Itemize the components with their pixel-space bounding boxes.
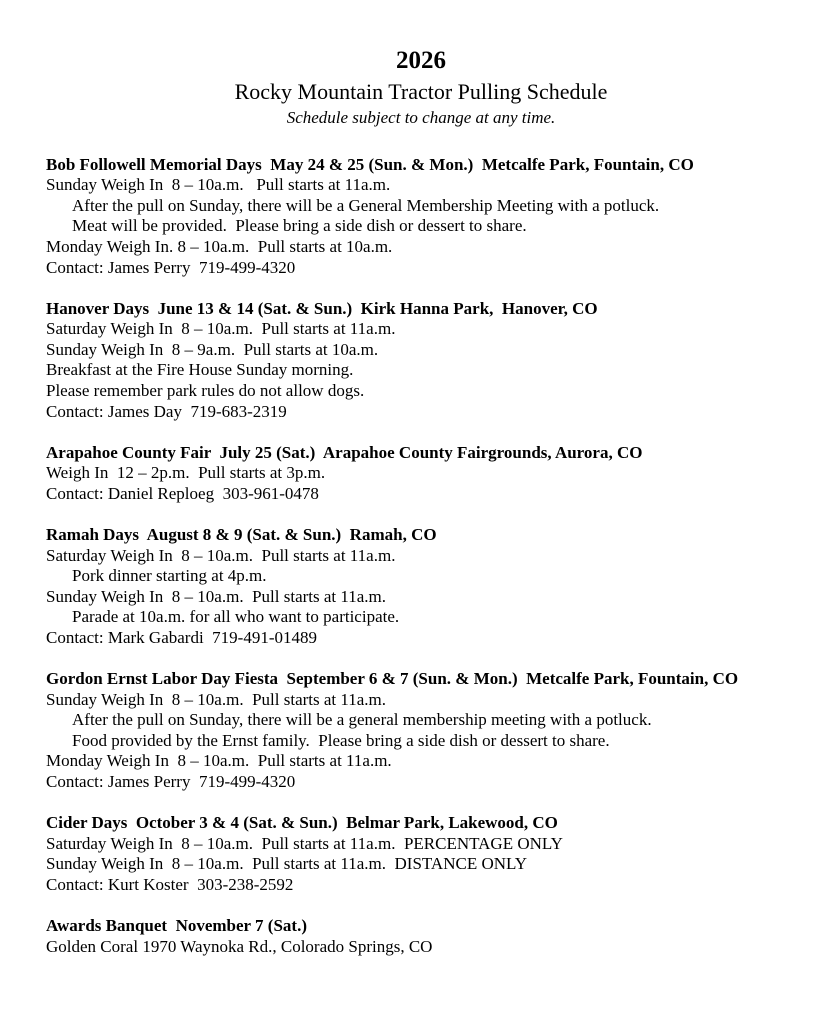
event-line: Meat will be provided. Please bring a side dish or dessert to share. xyxy=(72,216,527,236)
document-title: Rocky Mountain Tractor Pulling Schedule xyxy=(234,79,608,104)
event-block xyxy=(46,813,796,895)
event-block xyxy=(46,669,796,793)
event-line: Weigh In 12 – 2p.m. Pull starts at 3p.m. xyxy=(46,463,326,483)
event-line: Golden Coral 1970 Waynoka Rd., Colorado Springs, CO xyxy=(46,936,433,956)
event-line: Contact: James Perry 719-499-4320 xyxy=(46,257,296,277)
event-line: Sunday Weigh In 8 – 10a.m. Pull starts at 11a.m. xyxy=(46,586,387,606)
event-heading: Bob Followell Memorial Days May 24 & 25 (Sun. & Mon.) Metcalfe Park, Fountain, CO xyxy=(46,154,694,174)
event-line: After the pull on Sunday, there will be a general membership meeting with a potluck. xyxy=(72,710,652,730)
event-line: Sunday Weigh In 8 – 10a.m. Pull starts at 11a.m. xyxy=(46,689,387,709)
event-block xyxy=(46,155,796,279)
event-block xyxy=(46,443,796,505)
event-line: Contact: Kurt Koster 303-238-2592 xyxy=(46,874,294,894)
document-header xyxy=(46,46,796,129)
event-line: Sunday Weigh In 8 – 9a.m. Pull starts at 10a.m. xyxy=(46,339,379,359)
event-line: Contact: Daniel Reploeg 303-961-0478 xyxy=(46,483,319,503)
event-line: Contact: Mark Gabardi 719-491-01489 xyxy=(46,627,317,647)
event-line: Parade at 10a.m. for all who want to participate. xyxy=(72,607,400,627)
event-block xyxy=(46,299,796,423)
event-line: Saturday Weigh In 8 – 10a.m. Pull starts at 11a.m. xyxy=(46,319,396,339)
event-line: Saturday Weigh In 8 – 10a.m. Pull starts at 11a.m. PERCENTAGE ONLY xyxy=(46,833,563,853)
event-line: Please remember park rules do not allow dogs. xyxy=(46,381,365,401)
event-line: After the pull on Sunday, there will be a General Membership Meeting with a potluck. xyxy=(72,195,660,215)
event-heading: Arapahoe County Fair July 25 (Sat.) Arapahoe County Fairgrounds, Aurora, CO xyxy=(46,442,643,462)
event-line: Contact: James Day 719-683-2319 xyxy=(46,401,287,421)
event-heading: Hanover Days June 13 & 14 (Sat. & Sun.) Kirk Hanna Park, Hanover, CO xyxy=(46,298,598,318)
event-line: Food provided by the Ernst family. Please bring a side dish or dessert to share. xyxy=(72,730,610,750)
event-line: Sunday Weigh In 8 – 10a.m. Pull starts at 11a.m. DISTANCE ONLY xyxy=(46,854,527,874)
events-list xyxy=(46,155,796,958)
event-heading: Ramah Days August 8 & 9 (Sat. & Sun.) Ramah, CO xyxy=(46,525,437,544)
event-line: Monday Weigh In. 8 – 10a.m. Pull starts at 10a.m. xyxy=(46,236,393,256)
event-block xyxy=(46,916,796,957)
event-line: Saturday Weigh In 8 – 10a.m. Pull starts at 11a.m. xyxy=(46,545,396,565)
event-heading: Awards Banquet November 7 (Sat.) xyxy=(46,916,307,935)
event-line: Monday Weigh In 8 – 10a.m. Pull starts at 11a.m. xyxy=(46,751,392,771)
document-subtitle: Schedule subject to change at any time. xyxy=(286,107,556,127)
event-line: Sunday Weigh In 8 – 10a.m. Pull starts at 11a.m. xyxy=(46,175,391,195)
document-year: 2026 xyxy=(396,47,446,74)
event-heading: Gordon Ernst Labor Day Fiesta September 6 & 7 (Sun. & Mon.) Metcalfe Park, Fountain, CO xyxy=(46,669,739,689)
event-heading: Cider Days October 3 & 4 (Sat. & Sun.) Belmar Park, Lakewood, CO xyxy=(46,813,558,833)
event-block xyxy=(46,525,796,649)
event-line: Contact: James Perry 719-499-4320 xyxy=(46,772,296,792)
event-line: Pork dinner starting at 4p.m. xyxy=(72,566,267,586)
event-line: Breakfast at the Fire House Sunday morning. xyxy=(46,360,354,380)
